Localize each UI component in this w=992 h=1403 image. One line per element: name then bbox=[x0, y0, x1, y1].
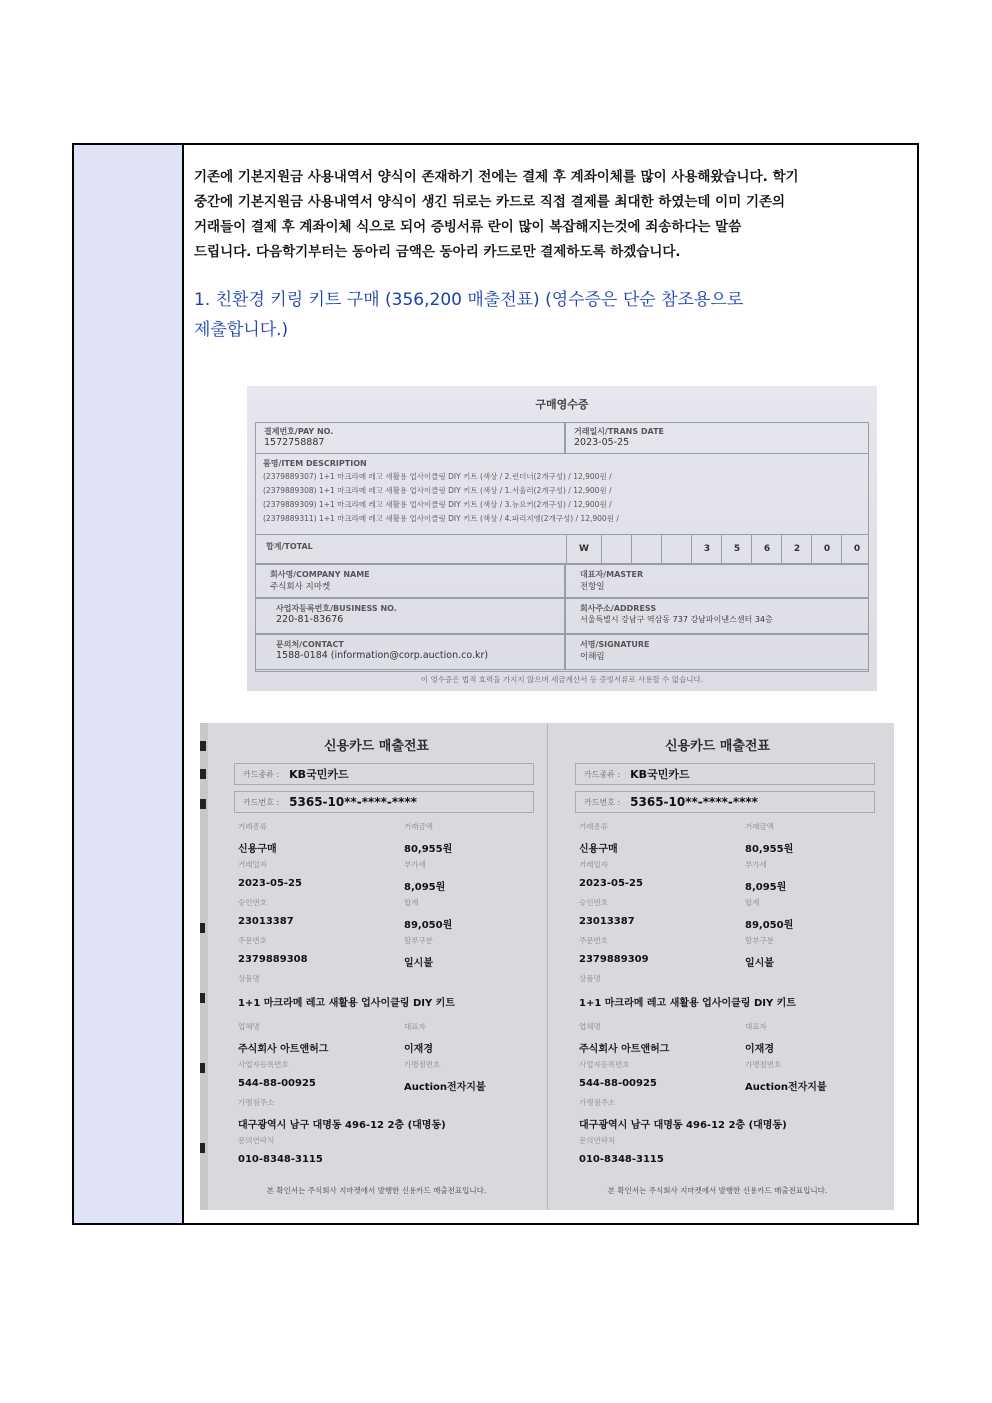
intro-line: 기존에 기본지원금 사용내역서 양식이 존재하기 전에는 결제 후 계좌이체를 많이 사용해왔습니다. 학기 bbox=[194, 169, 799, 185]
card-no-row: 카드번호 : 5365-10**-****-**** bbox=[234, 791, 534, 813]
card-type-row: 카드종류 : KB국민카드 bbox=[575, 763, 875, 785]
card-slip-2: 신용카드 매출전표 카드종류 : KB국민카드 카드번호 : 5365-10**-****-**** 거래종류 신용구매 거래금액 80,955원 거래일자 2023-05-25 부가세 8,095원 승인번호 23013387 합계 89,050원 주문번호 2379889309 할부구분 일시불 상품명 1+1 마크라메 레고 새활용 업사이클링 DIY 키트 업체명 주식회사 아트앤허그 대표자 이재경 사업자등록번호 544-88-00925 가맹점번호 Auction전자지불 가맹점주소 대구광역시 남구 대명동 496-12 2층 (대명동) 문의연락처 010-8348-3115 본 확인서는 주식회사 지마켓에서 발행한 신용카드 매출전표입니다. bbox=[545, 723, 890, 1210]
card-no-row: 카드번호 : 5365-10**-****-**** bbox=[575, 791, 875, 813]
master-field: 대표자/MASTER 전항일 bbox=[565, 564, 869, 598]
total-digits: W 3 5 6 2 0 0 bbox=[566, 535, 871, 563]
pay-no-field: 결제번호/PAY NO. 1572758887 bbox=[255, 422, 565, 454]
card-type-row: 카드종류 : KB국민카드 bbox=[234, 763, 534, 785]
label-column bbox=[74, 145, 184, 1223]
slip-footer: 본 확인서는 주식회사 지마켓에서 발행한 신용카드 매출전표입니다. bbox=[607, 1186, 828, 1195]
trans-date: 2023-05-25 bbox=[574, 437, 630, 448]
item-line: (2379889307) 1+1 마크라메 레고 새활용 업사이클링 DIY 키트 (색상 / 2.런더너(2개구성) / 12,900원 / bbox=[263, 472, 612, 481]
item-line: (2379889309) 1+1 마크라메 레고 새활용 업사이클링 DIY 키트 (색상 / 3.뉴요커(2개구성) / 12,900원 / bbox=[263, 500, 612, 509]
intro-line: 드립니다. 다음학기부터는 동아리 금액은 동아리 카드로만 결제하도록 하겠습니다. bbox=[194, 244, 681, 260]
intro-paragraph bbox=[194, 165, 914, 265]
item-line: (2379889308) 1+1 마크라메 레고 새활용 업사이클링 DIY 키트 (색상 / 1.서울러(2개구성) / 12,900원 / bbox=[263, 486, 612, 495]
intro-line: 중간에 기본지원금 사용내역서 양식이 생긴 뒤로는 카드로 직접 결제를 최대한 하였는데 이미 기존의 bbox=[194, 194, 786, 210]
receipt-footer: 이 영수증은 법적 효력을 가지지 않으며 세금계산서 등 증빙서류로 사용할 수 없습니다. bbox=[420, 675, 704, 684]
document-table bbox=[72, 143, 919, 1225]
item-line: (2379889311) 1+1 마크라메 레고 새활용 업사이클링 DIY 키트 (색상 / 4.파리지엥(2개구성) / 12,900원 / bbox=[263, 514, 619, 523]
content-cell bbox=[184, 145, 917, 1223]
card-slip-1: 신용카드 매출전표 카드종류 : KB국민카드 카드번호 : 5365-10**-****-**** 거래종류 신용구매 거래금액 80,955원 거래일자 2023-05-25 부가세 8,095원 승인번호 23013387 합계 89,050원 주문번호 2379889308 할부구분 일시불 상품명 1+1 마크라메 레고 새활용 업사이클링 DIY 키트 업체명 주식회사 아트앤허그 대표자 이재경 사업자등록번호 544-88-00925 가맹점번호 Auction전자지불 가맹점주소 대구광역시 남구 대명동 496-12 2층 (대명동) 문의연락처 010-8348-3115 본 확인서는 주식회사 지마켓에서 발행한 신용카드 매출전표입니다. bbox=[204, 723, 549, 1210]
item-heading-line2: 제출합니다.) bbox=[194, 320, 289, 340]
intro-line: 거래들이 결제 후 계좌이체 식으로 되어 증빙서류 란이 많이 복잡해지는것에 죄송하다는 말씀 bbox=[194, 219, 742, 235]
receipt-title: 구매영수증 bbox=[535, 398, 589, 411]
card-slips-image bbox=[200, 723, 894, 1210]
item-heading bbox=[194, 285, 834, 345]
pay-no: 1572758887 bbox=[264, 437, 325, 448]
business-field: 사업자등록번호/BUSINESS NO. 220-81-83676 bbox=[255, 598, 565, 634]
total-row: 합계/TOTAL W 3 5 6 2 0 0 bbox=[255, 534, 869, 564]
trans-date-field: 거래일시/TRANS DATE 2023-05-25 bbox=[565, 422, 869, 454]
company-field: 회사명/COMPANY NAME 주식회사 지마켓 bbox=[255, 564, 565, 598]
signature-field: 서명/SIGNATURE 이해림 bbox=[565, 634, 869, 670]
total-currency: W bbox=[579, 544, 589, 554]
item-heading-line1: 1. 친환경 키링 키트 구매 (356,200 매출전표) (영수증은 단순 참조용으로 bbox=[194, 290, 744, 310]
purchase-receipt-image bbox=[247, 386, 877, 691]
contact-field: 문의처/CONTACT 1588-0184 (information@corp.auction.co.kr) bbox=[255, 634, 565, 670]
item-description: 품명/ITEM DESCRIPTION (2379889307) 1+1 마크라메 레고 새활용 업사이클링 DIY 키트 (색상 / 2.런더너(2개구성) / 12,900원 / (2379889308) 1+1 마크라메 레고 새활용 업사이클링 DIY 키트 (색상 / 1.서울러(2개구성) / 12,900원 / (2379889309) 1+1 마크라메 레고 새활용 업사이클링 DIY 키트 (색상 / 3.뉴요커(2개구성) / 12,900원 / (2379889311) 1+1 마크라메 레고 새활용 업사이클링 DIY 키트 (색상 / 4.파리지엥(2개구성) / 12,900원 / bbox=[263, 459, 619, 523]
slip-footer: 본 확인서는 주식회사 지마켓에서 발행한 신용카드 매출전표입니다. bbox=[266, 1186, 487, 1195]
address-field: 회사주소/ADDRESS 서울특별시 강남구 역삼동 737 강남파이낸스센터 34층 bbox=[565, 598, 869, 634]
